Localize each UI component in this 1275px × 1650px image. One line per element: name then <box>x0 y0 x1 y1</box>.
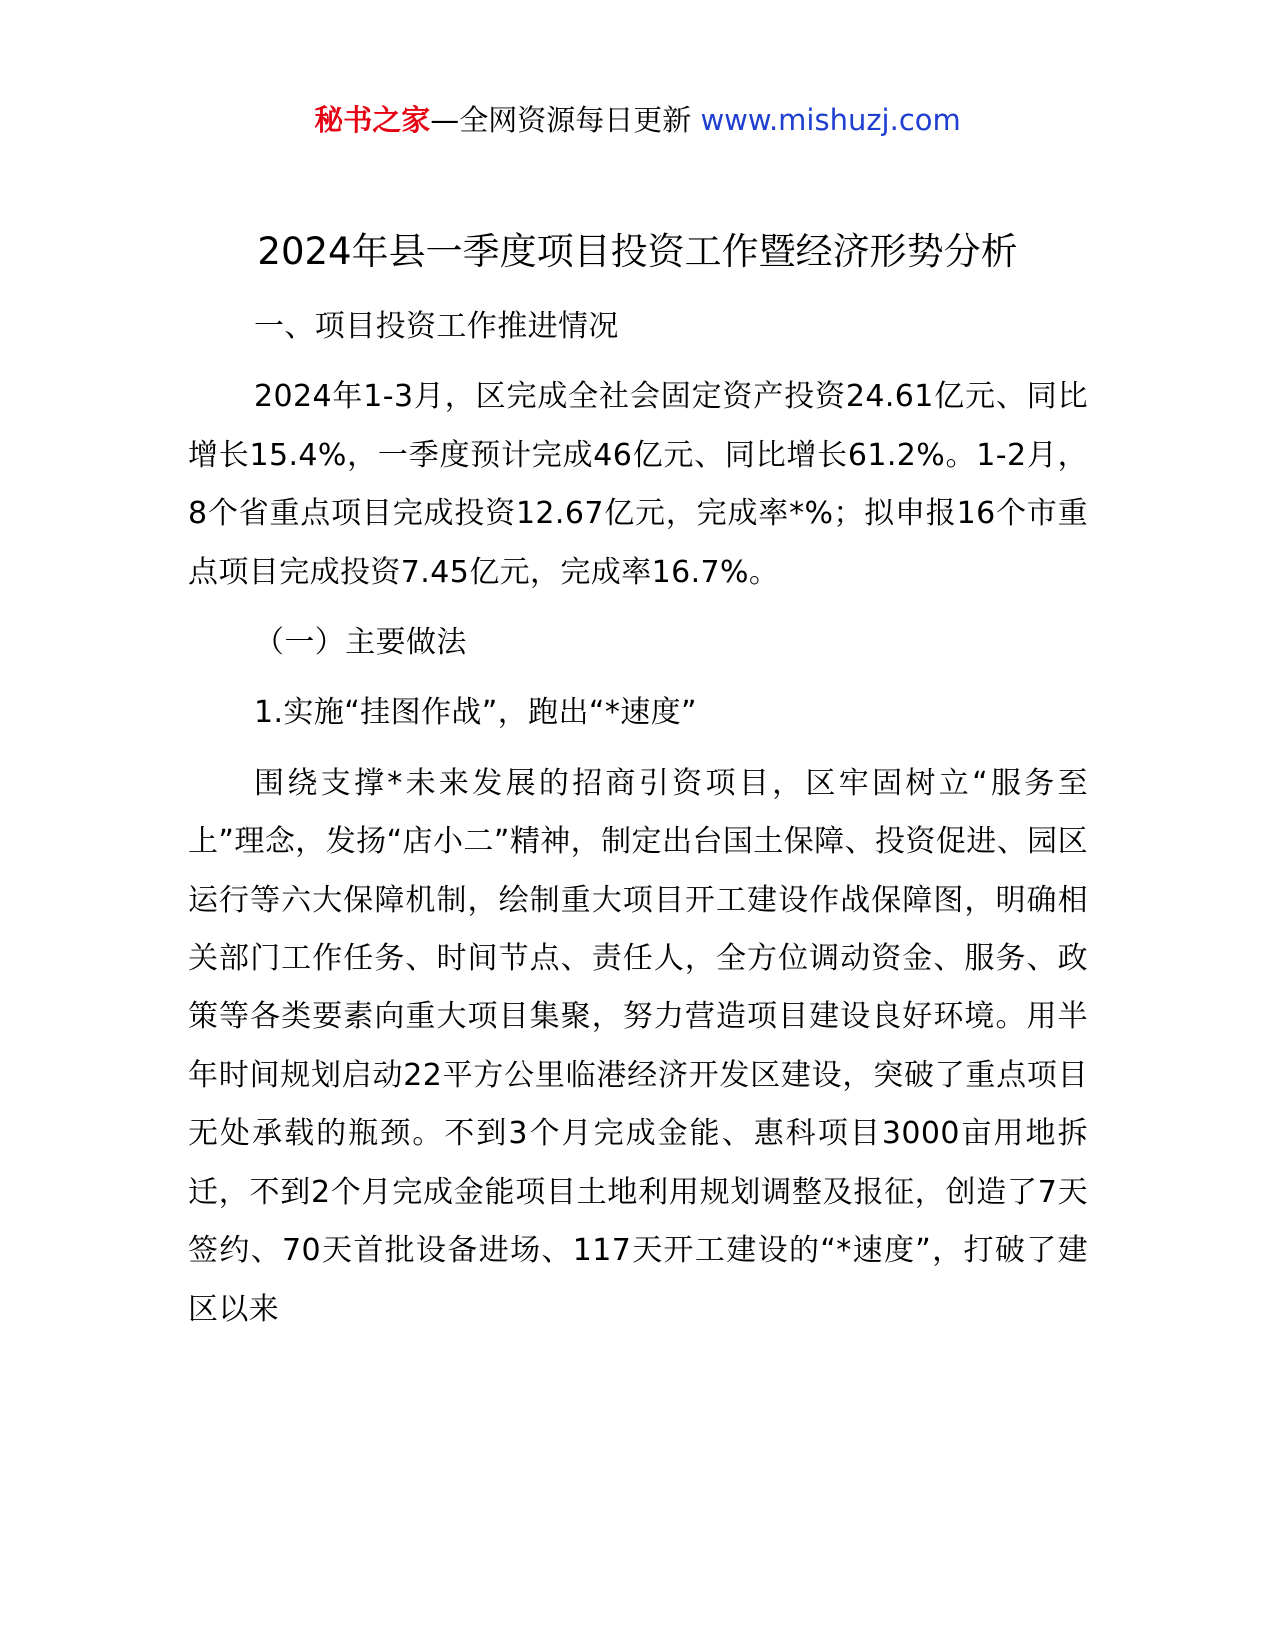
body-paragraph: 围绕支撑*未来发展的招商引资项目，区牢固树立“服务至上”理念，发扬“店小二”精神，制定出台国土保障、投资促进、园区运行等六大保障机制，绘制重大项目开工建设作战保障图，明确相关部门工作任务、时间节点、责任人，全方位调动资金、服务、政策等各类要素向重大项目集聚，努力营造项目建设良好环境。用半年时间规划启动22平方公里临港经济开发区建设，突破了重点项目无处承载的瓶颈。不到3个月完成金能、惠科项目3000亩用地拆迁，不到2个月完成金能项目土地利用规划调整及报征，创造了7天签约、70天首批设备进场、117天开工建设的“*速度”，打破了建区以来 <box>188 765 1088 1327</box>
site-tagline: —全网资源每日更新 <box>430 103 692 137</box>
site-url-link[interactable]: www.mishuzj.com <box>700 103 961 137</box>
section-heading: 一、项目投资工作推进情况 <box>254 309 619 344</box>
subsection-heading: （一）主要做法 <box>254 625 467 661</box>
document-body <box>188 298 1088 1339</box>
body-paragraph: 2024年1-3月，区完成全社会固定资产投资24.61亿元、同比增长15.4%，一季度预计完成46亿元、同比增长61.2%。1-2月，8个省重点项目完成投资12.67亿元，完成率*%；拟申报16个市重点项目完成投资7.45亿元，完成率16.7%。 <box>188 379 1088 590</box>
document-title: 2024年县一季度项目投资工作暨经济形势分析 <box>257 230 1018 273</box>
site-brand: 秘书之家 <box>314 103 431 137</box>
item-heading: 1.实施“挂图作战”，跑出“*速度” <box>254 695 697 731</box>
site-header <box>0 100 1275 140</box>
